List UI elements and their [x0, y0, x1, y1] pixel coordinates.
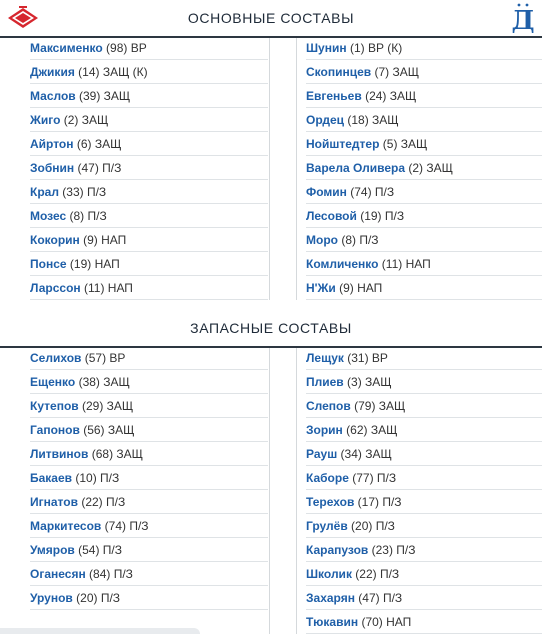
- player-name-link[interactable]: Мозес: [30, 209, 67, 223]
- player-name-link[interactable]: Зобнин: [30, 161, 75, 175]
- player-name-link[interactable]: Селихов: [30, 351, 82, 365]
- player-row: [306, 490, 542, 514]
- player-name-link[interactable]: Шунин: [306, 41, 347, 55]
- player-number-position: (56) ЗАЩ: [79, 423, 135, 437]
- player-row: [30, 60, 268, 84]
- player-number-position: (34) ЗАЩ: [337, 447, 392, 461]
- player-row: [306, 252, 542, 276]
- player-name-link[interactable]: Скопинцев: [306, 65, 372, 79]
- player-row: [306, 562, 542, 586]
- player-name-link[interactable]: Умяров: [30, 543, 75, 557]
- player-number-position: (10) П/З: [72, 471, 120, 485]
- player-number-position: (22) П/З: [77, 495, 126, 509]
- player-number-position: (8) П/З: [66, 209, 107, 223]
- player-number-position: (68) ЗАЩ: [88, 447, 143, 461]
- player-row: [306, 370, 542, 394]
- player-name-link[interactable]: Плиев: [306, 375, 344, 389]
- player-number-position: (2) ЗАЩ: [405, 161, 453, 175]
- player-number-position: (84) П/З: [85, 567, 133, 581]
- player-row: [30, 180, 268, 204]
- player-number-position: (18) ЗАЩ: [344, 113, 399, 127]
- player-row: [306, 586, 542, 610]
- player-number-position: (9) НАП: [79, 233, 127, 247]
- player-number-position: (20) П/З: [347, 519, 395, 533]
- player-number-position: (17) П/З: [354, 495, 402, 509]
- player-name-link[interactable]: Кутепов: [30, 399, 79, 413]
- player-name-link[interactable]: Маслов: [30, 89, 76, 103]
- player-name-link[interactable]: Карапузов: [306, 543, 369, 557]
- player-row: [30, 346, 268, 370]
- player-row: [30, 132, 268, 156]
- player-name-link[interactable]: Тюкавин: [306, 615, 359, 629]
- player-row: [306, 204, 542, 228]
- away-starting-list: [306, 36, 542, 300]
- player-number-position: (3) ЗАЩ: [343, 375, 392, 389]
- player-row: [30, 204, 268, 228]
- player-number-position: (6) ЗАЩ: [73, 137, 122, 151]
- player-row: [306, 610, 542, 634]
- player-number-position: (14) ЗАЩ (К): [74, 65, 148, 79]
- player-number-position: (54) П/З: [74, 543, 123, 557]
- player-name-link[interactable]: Евгеньев: [306, 89, 362, 103]
- player-number-position: (23) П/З: [368, 543, 416, 557]
- player-row: [306, 84, 542, 108]
- player-row: [30, 538, 268, 562]
- player-name-link[interactable]: Максименко: [30, 41, 103, 55]
- player-name-link[interactable]: Зорин: [306, 423, 343, 437]
- player-number-position: (11) НАП: [378, 257, 431, 271]
- player-row: [306, 36, 542, 60]
- player-number-position: (19) П/З: [356, 209, 405, 223]
- player-number-position: (7) ЗАЩ: [371, 65, 419, 79]
- player-number-position: (57) ВР: [81, 351, 126, 365]
- player-number-position: (98) ВР: [102, 41, 147, 55]
- player-name-link[interactable]: Захарян: [306, 591, 355, 605]
- player-name-link[interactable]: Моро: [306, 233, 338, 247]
- player-row: [306, 276, 542, 300]
- player-number-position: (39) ЗАЩ: [75, 89, 131, 103]
- player-number-position: (77) П/З: [348, 471, 397, 485]
- player-name-link[interactable]: Маркитесов: [30, 519, 102, 533]
- player-number-position: (5) ЗАЩ: [379, 137, 428, 151]
- player-name-link[interactable]: Нойштедтер: [306, 137, 380, 151]
- player-number-position: (1) ВР (К): [346, 41, 403, 55]
- player-name-link[interactable]: Бакаев: [30, 471, 73, 485]
- player-number-position: (22) П/З: [351, 567, 400, 581]
- player-name-link[interactable]: Урунов: [30, 591, 73, 605]
- player-number-position: (8) П/З: [338, 233, 379, 247]
- player-name-link[interactable]: Ордец: [306, 113, 345, 127]
- player-name-link[interactable]: Игнатов: [30, 495, 78, 509]
- player-name-link[interactable]: Слепов: [306, 399, 351, 413]
- player-number-position: (74) П/З: [346, 185, 395, 199]
- player-number-position: (79) ЗАЩ: [350, 399, 406, 413]
- player-number-position: (47) П/З: [74, 161, 122, 175]
- player-number-position: (19) НАП: [66, 257, 120, 271]
- player-name-link[interactable]: Лесовой: [306, 209, 357, 223]
- starting-lineups-title: ОСНОВНЫЕ СОСТАВЫ: [187, 10, 355, 26]
- player-number-position: (70) НАП: [358, 615, 412, 629]
- player-name-link[interactable]: Школик: [306, 567, 352, 581]
- player-row: [30, 36, 268, 60]
- player-row: [30, 84, 268, 108]
- player-name-link[interactable]: Айртон: [30, 137, 74, 151]
- player-row: [306, 442, 542, 466]
- horizontal-scrollbar[interactable]: [0, 628, 200, 634]
- player-row: [306, 514, 542, 538]
- away-subs-list: [306, 346, 542, 634]
- player-number-position: (74) П/З: [101, 519, 149, 533]
- player-row: [306, 156, 542, 180]
- svg-text:Д: Д: [511, 6, 535, 34]
- player-name-link[interactable]: Литвинов: [30, 447, 89, 461]
- home-starting-list: [30, 36, 268, 300]
- player-name-link[interactable]: Ещенко: [30, 375, 76, 389]
- player-name-link[interactable]: Комличенко: [306, 257, 379, 271]
- player-row: [30, 490, 268, 514]
- player-name-link[interactable]: Кокорин: [30, 233, 80, 247]
- player-row: [30, 252, 268, 276]
- player-row: [30, 562, 268, 586]
- player-name-link[interactable]: Крал: [30, 185, 59, 199]
- player-name-link[interactable]: Терехов: [306, 495, 355, 509]
- player-row: [306, 538, 542, 562]
- player-row: [30, 108, 268, 132]
- player-number-position: (2) ЗАЩ: [60, 113, 109, 127]
- player-row: [306, 346, 542, 370]
- player-row: [30, 394, 268, 418]
- player-row: [30, 370, 268, 394]
- player-row: [306, 60, 542, 84]
- player-number-position: (20) П/З: [72, 591, 121, 605]
- player-name-link[interactable]: Лещук: [306, 351, 344, 365]
- player-number-position: (47) П/З: [354, 591, 403, 605]
- player-number-position: (31) ВР: [343, 351, 388, 365]
- player-number-position: (62) ЗАЩ: [342, 423, 398, 437]
- player-number-position: (24) ЗАЩ: [361, 89, 417, 103]
- player-number-position: (33) П/З: [58, 185, 107, 199]
- player-row: [30, 228, 268, 252]
- player-name-link[interactable]: Рауш: [306, 447, 338, 461]
- player-name-link[interactable]: Варела Оливера: [306, 161, 406, 175]
- player-row: [30, 514, 268, 538]
- substitutes-title: ЗАПАСНЫЕ СОСТАВЫ: [190, 320, 352, 336]
- player-number-position: (29) ЗАЩ: [78, 399, 134, 413]
- player-row: [30, 442, 268, 466]
- player-name-link[interactable]: Каборе: [306, 471, 349, 485]
- player-row: [30, 156, 268, 180]
- player-row: [30, 276, 268, 300]
- player-row: [306, 466, 542, 490]
- player-name-link[interactable]: Жиго: [30, 113, 61, 127]
- home-subs-list: [30, 346, 268, 610]
- player-row: [30, 418, 268, 442]
- player-row: [306, 228, 542, 252]
- player-name-link[interactable]: Гапонов: [30, 423, 80, 437]
- player-name-link[interactable]: Фомин: [306, 185, 347, 199]
- player-row: [306, 132, 542, 156]
- player-number-position: (9) НАП: [335, 281, 383, 295]
- player-number-position: (38) ЗАЩ: [75, 375, 130, 389]
- player-number-position: (11) НАП: [80, 281, 133, 295]
- player-name-link[interactable]: Оганесян: [30, 567, 86, 581]
- player-name-link[interactable]: Ларссон: [30, 281, 81, 295]
- player-name-link[interactable]: Понсе: [30, 257, 67, 271]
- player-name-link[interactable]: Н'Жи: [306, 281, 336, 295]
- player-row: [30, 466, 268, 490]
- player-row: [30, 586, 268, 610]
- player-row: [306, 418, 542, 442]
- player-row: [306, 108, 542, 132]
- player-row: [306, 394, 542, 418]
- player-row: [306, 180, 542, 204]
- player-name-link[interactable]: Грулёв: [306, 519, 348, 533]
- player-name-link[interactable]: Джикия: [30, 65, 75, 79]
